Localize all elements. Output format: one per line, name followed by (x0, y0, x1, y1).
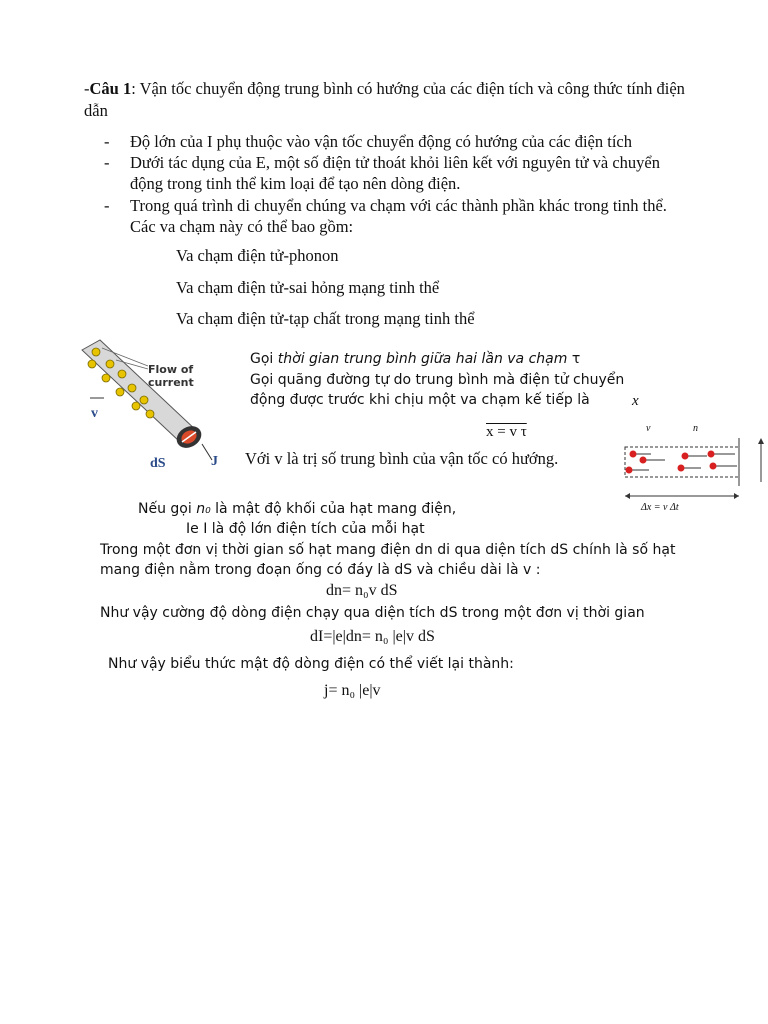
heading-label: Câu 1 (89, 79, 132, 98)
segment-dx-label: Δx = v Δt (641, 502, 679, 513)
ds-label: dS (150, 456, 166, 471)
mean-free-path-equation: x = v τ (486, 424, 527, 440)
bullet-dash: - (104, 196, 110, 215)
bullet-dash: - (104, 153, 110, 172)
equation-di: dI=|e|dn= n₀ |e|v dS (310, 628, 435, 645)
velocity-definition: Với v là trị số trung bình của vận tốc có hướng. (245, 449, 559, 468)
bullet-text: Dưới tác dụng của E, một số điện tử thoát khỏi liên kết với nguyên tử và chuyển động trong tinh thể kim loại để tạo nên dòng điện. (130, 153, 661, 193)
n0-definition: Nếu gọi n₀ là mật độ khối của hạt mang điện, (138, 501, 457, 517)
bullet-text: Trong quá trình di chuyển chúng va chạm với các thành phần khác trong tinh thể. Các va chạm này có thể bao gồm: (130, 196, 667, 236)
particle-segment-diagram (615, 420, 765, 520)
definition-line-2: Gọi quãng đường tự do trung bình mà điện tử chuyển (250, 372, 625, 388)
bullet-dash: - (104, 132, 110, 151)
segment-v-label: v (646, 423, 651, 434)
definition-line-3: động được trước khi chịu một va chạm kế tiếp là (250, 392, 590, 408)
heading-prefix: - (84, 79, 90, 98)
definition-line-1: Gọi thời gian trung bình giữa hai lần va chạm τ (250, 351, 581, 367)
velocity-label: v (91, 406, 98, 421)
question-heading (84, 78, 694, 122)
derivation-paragraph-1: Trong một đơn vị thời gian số hạt mang điện dn di qua diện tích dS chính là số hạt (100, 542, 676, 558)
collision-item: Va chạm điện tử-tạp chất trong mạng tinh thể (176, 309, 475, 328)
equation-j: j= n₀ |e|v (324, 682, 381, 699)
charge-definition: Ie I là độ lớn điện tích của mỗi hạt (186, 521, 425, 537)
collision-item: Va chạm điện tử-phonon (176, 246, 339, 265)
x-symbol: x (632, 393, 639, 409)
bullet-text: Độ lớn của I phụ thuộc vào vận tốc chuyển động có hướng của các điện tích (130, 132, 632, 151)
heading-text: : Vận tốc chuyển động trung bình có hướng của các điện tích và công thức tính điện dẫn (84, 79, 685, 120)
derivation-paragraph-4: Như vậy biểu thức mật độ dòng điện có thể viết lại thành: (108, 656, 514, 672)
segment-n-label: n (693, 423, 698, 434)
derivation-paragraph-3: Như vậy cường độ dòng điện chạy qua diện tích dS trong một đơn vị thời gian (100, 605, 645, 621)
particle-segment-figure (615, 420, 765, 520)
equation-dn: dn= n₀v dS (326, 582, 398, 599)
conductor-figure (80, 336, 240, 476)
derivation-paragraph-2: mang điện nằm trong đoạn ống có đáy là dS và chiều dài là v : (100, 562, 541, 578)
flow-of-current-label: Flow of current (148, 363, 194, 389)
current-density-label: J (211, 454, 218, 469)
collision-item: Va chạm điện tử-sai hỏng mạng tinh thể (176, 278, 440, 297)
